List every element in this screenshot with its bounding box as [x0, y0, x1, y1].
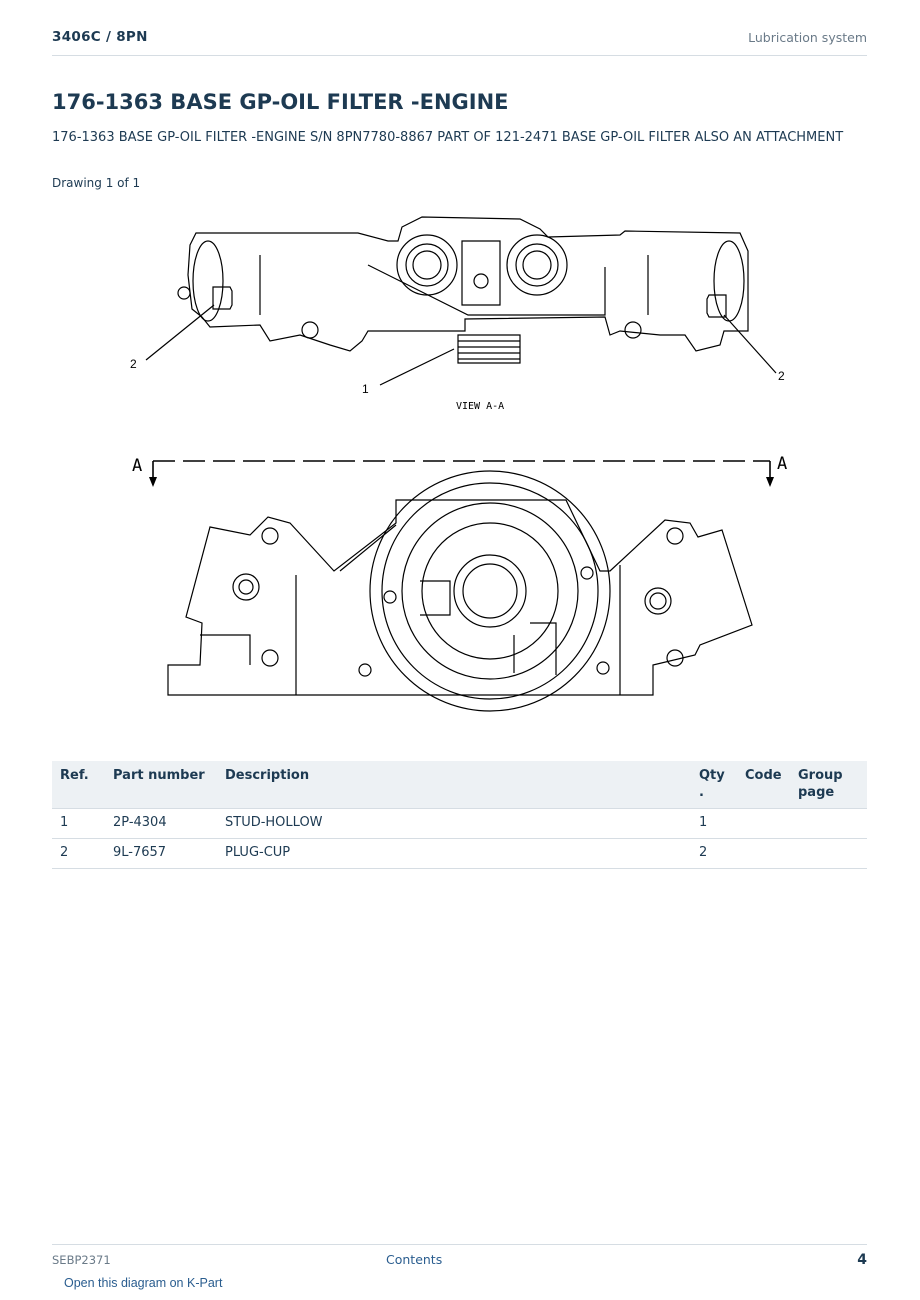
footer-divider: [52, 1244, 867, 1245]
footer-doc-id: SEBP2371: [52, 1253, 111, 1267]
cell-part-number: 2P-4304: [105, 809, 217, 839]
table-row: [52, 839, 867, 869]
header-divider: [52, 55, 867, 56]
open-kpart-link[interactable]: Open this diagram on K-Part: [64, 1276, 223, 1290]
cell-qty: 1: [691, 809, 737, 839]
bolt-hole-bl: [262, 650, 278, 666]
leader-2-right: [724, 315, 776, 373]
parts-diagram-svg: [100, 205, 820, 725]
page-title: 176-1363 BASE GP-OIL FILTER -ENGINE: [52, 90, 509, 114]
page-number: 4: [857, 1252, 867, 1268]
cell-group-page: [790, 809, 867, 839]
filter-mount-web: [420, 581, 556, 675]
header-model: 3406C / 8PN: [52, 29, 148, 45]
cell-group-page: [790, 839, 867, 869]
hollow-stud: [458, 335, 520, 363]
port-left-ring: [406, 244, 448, 286]
filter-mount-seal: [402, 503, 578, 679]
filter-mount-rim: [382, 483, 598, 699]
cell-part-number: 9L-7657: [105, 839, 217, 869]
bolt-hole-ml: [384, 591, 396, 603]
leader-2-left: [146, 305, 214, 360]
cell-qty: 2: [691, 839, 737, 869]
center-web: [462, 241, 500, 305]
bolt-hole-tr: [667, 528, 683, 544]
part-description: 176-1363 BASE GP-OIL FILTER -ENGINE S/N 8PN7780-8867 PART OF 121-2471 BASE GP-OIL FILTER ALSO AN ATTACHMENT: [52, 130, 844, 145]
callout-2-left: 2: [130, 357, 137, 371]
parts-table-header: [52, 761, 867, 809]
left-port-inner: [239, 580, 253, 594]
view-label: VIEW A-A: [456, 401, 505, 412]
right-port-inner: [650, 593, 666, 609]
right-port-outer: [645, 588, 671, 614]
col-code: Code: [737, 761, 790, 809]
drawing-label: Drawing 1 of 1: [52, 176, 141, 190]
center-hole: [474, 274, 488, 288]
port-right-inner: [523, 251, 551, 279]
col-part-number: Part number: [105, 761, 217, 809]
cell-description: PLUG-CUP: [217, 839, 691, 869]
header-section: Lubrication system: [748, 30, 867, 45]
section-arrow-left-head: [149, 477, 157, 487]
cell-ref: 2: [52, 839, 105, 869]
bolt-hole-bc: [359, 664, 371, 676]
top-bolt-hole-left: [178, 287, 190, 299]
col-group-page: Group page: [790, 761, 867, 809]
callout-1: 1: [362, 382, 369, 396]
port-right-ring: [516, 244, 558, 286]
parts-diagram: [100, 205, 820, 725]
bolt-hole-mr: [581, 567, 593, 579]
section-marker-left: A: [132, 456, 143, 476]
col-qty: Qty .: [691, 761, 737, 809]
filter-mount-outer: [370, 471, 610, 711]
bolt-hole-br2: [597, 662, 609, 674]
cell-code: [737, 839, 790, 869]
leader-1: [380, 349, 454, 385]
filter-mount-face: [422, 523, 558, 659]
section-arrow-right-head: [766, 477, 774, 487]
top-view-inner-outline: [260, 255, 648, 315]
center-stud-outer: [454, 555, 526, 627]
port-left-inner: [413, 251, 441, 279]
right-end-boss: [714, 241, 744, 321]
cell-code: [737, 809, 790, 839]
top-bolt-hole-mid-right: [625, 322, 641, 338]
bottom-view-inner-lines: [200, 525, 620, 695]
contents-link[interactable]: Contents: [386, 1252, 443, 1267]
cell-ref: 1: [52, 809, 105, 839]
col-ref: Ref.: [52, 761, 105, 809]
table-row: [52, 809, 867, 839]
top-view-housing-outline: [188, 217, 748, 351]
section-marker-right: A: [777, 454, 788, 474]
cell-description: STUD-HOLLOW: [217, 809, 691, 839]
top-bolt-hole-mid-left: [302, 322, 318, 338]
center-stud-inner: [463, 564, 517, 618]
left-port-outer: [233, 574, 259, 600]
bottom-view-base-outline: [168, 500, 752, 695]
right-plug: [707, 295, 726, 317]
col-description: Description: [217, 761, 691, 809]
callout-2-right: 2: [778, 369, 785, 383]
parts-table: [52, 761, 867, 869]
bolt-hole-tl: [262, 528, 278, 544]
